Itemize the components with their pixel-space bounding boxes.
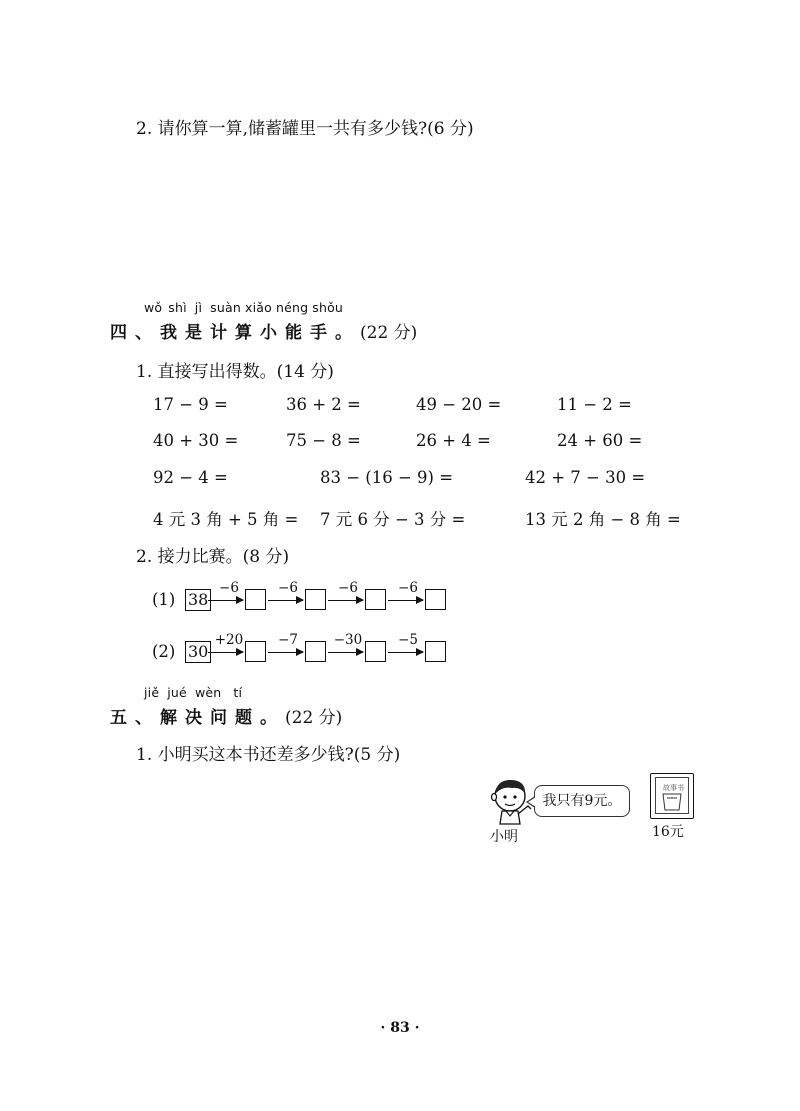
calc-item: 75 − 8 = [286,431,361,450]
chain-op: −6 [398,580,418,596]
answer-box[interactable] [305,589,326,610]
calc-item: 42 + 7 − 30 = [525,468,646,487]
pinyin-syllable: tí [233,685,243,700]
book-illustration [650,773,694,819]
book-price: 16元 [652,824,684,840]
chain-label: (2) [152,642,176,661]
answer-box[interactable] [365,641,386,662]
book-title: 故事书 [663,784,684,792]
pinyin-syllable: wèn [194,685,222,700]
calc-item: 13 元 2 角 − 8 角 = [525,510,681,529]
chain-op: −7 [278,632,298,648]
answer-box[interactable] [245,641,266,662]
section5-pinyin [144,685,242,700]
chain-op: +20 [214,632,244,648]
chain-label: (1) [152,590,176,609]
calc-item: 40 + 30 = [153,431,239,450]
arrow-icon [388,652,423,653]
answer-box[interactable] [425,589,446,610]
chain-op: −6 [338,580,358,596]
pinyin-syllable: xiǎo [244,300,272,315]
answer-box[interactable] [245,589,266,610]
relay-question: 2. 接力比赛。(8 分) [136,547,290,567]
arrow-icon [268,600,303,601]
calc-item: 7 元 6 分 − 3 分 = [320,510,466,529]
chain-op: −30 [333,632,363,648]
direct-answer-question: 1. 直接写出得数。(14 分) [136,362,334,382]
pinyin-syllable: jué [167,685,187,700]
speech-bubble: 我只有9元。 [534,785,630,817]
section5-score: (22 分) [285,708,343,728]
section5-heading [110,703,342,728]
arrow-icon [208,600,243,601]
section4-pinyin [144,300,343,315]
pinyin-syllable: jì [194,300,203,315]
section5-title: 五、解决问题。 [110,708,285,728]
pinyin-syllable: shǒu [312,300,344,315]
answer-box[interactable] [425,641,446,662]
calc-item: 4 元 3 角 + 5 角 = [153,510,299,529]
arrow-icon [328,652,363,653]
answer-box[interactable] [305,641,326,662]
calc-item: 83 − (16 − 9) = [320,468,454,487]
calc-item: 24 + 60 = [557,431,643,450]
section4-heading [110,318,417,343]
calc-item: 49 − 20 = [416,395,502,414]
calc-item: 92 − 4 = [153,468,228,487]
arrow-icon [328,600,363,601]
arrow-icon [208,652,243,653]
chain-op: −6 [219,580,239,596]
book-cover-picture [661,792,683,812]
chain-start-box: 38 [185,589,211,611]
calc-item: 26 + 4 = [416,431,491,450]
chain-op: −5 [398,632,418,648]
arrow-icon [388,600,423,601]
xiaoming-label: 小明 [490,829,518,845]
chain-start-box: 30 [185,641,211,663]
section4-score: (22 分) [360,323,418,343]
pinyin-syllable: jiě [144,685,160,700]
pinyin-syllable: wǒ [144,300,163,315]
pinyin-syllable: suàn [210,300,241,315]
answer-box[interactable] [365,589,386,610]
section4-title: 四、我是计算小能手。 [110,323,360,343]
calc-item: 17 − 9 = [153,395,228,414]
question-2-savings-jar: 2. 请你算一算,储蓄罐里一共有多少钱?(6 分) [136,119,474,139]
pinyin-syllable: néng [275,300,309,315]
calc-item: 11 − 2 = [557,395,632,414]
book-money-question: 1. 小明买这本书还差多少钱?(5 分) [136,745,401,765]
pinyin-syllable: shì [168,300,187,315]
chain-op: −6 [278,580,298,596]
calc-item: 36 + 2 = [286,395,361,414]
arrow-icon [268,652,303,653]
page-number: · 83 · [380,1020,420,1036]
